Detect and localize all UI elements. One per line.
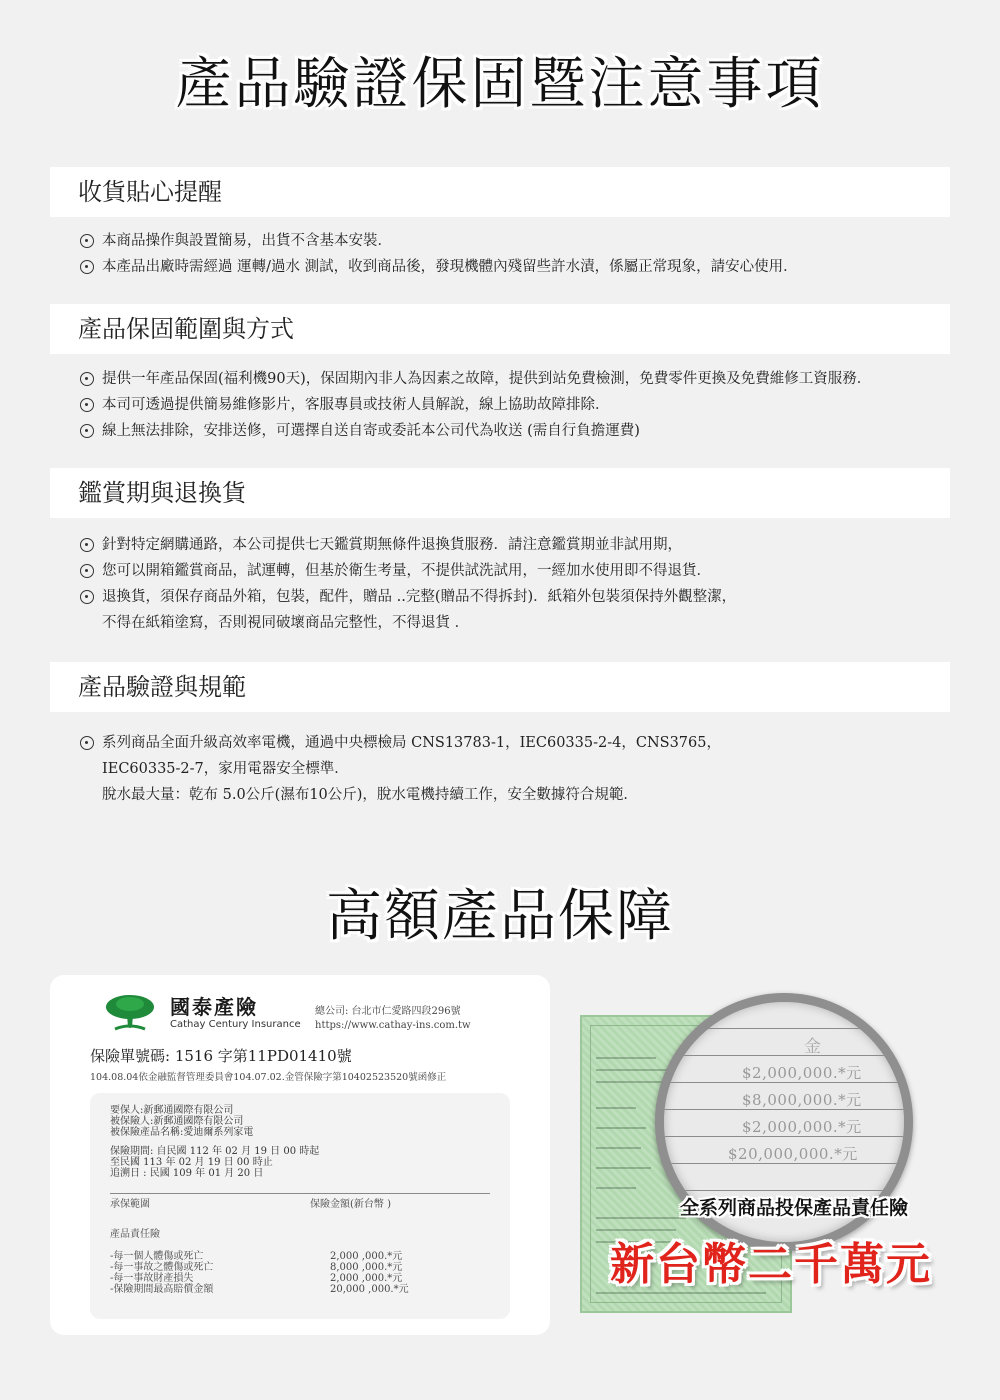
table-row: -保險期間最高賠償金額 bbox=[110, 1284, 214, 1295]
certificate-text-line bbox=[596, 1081, 666, 1083]
liability-banner-amount: 新台幣二千萬元 bbox=[610, 1239, 932, 1290]
section-heading-warranty: 產品保固範圍與方式 bbox=[50, 304, 950, 354]
section-list-certification bbox=[80, 730, 960, 808]
circle-bullet-icon bbox=[80, 398, 94, 412]
certificate-text-line bbox=[596, 1187, 636, 1189]
policy-number: 保險單號碼: 1516 字第11PD01410號 bbox=[90, 1047, 352, 1065]
circle-bullet-icon bbox=[80, 234, 94, 248]
coverage-items bbox=[110, 1251, 213, 1295]
circle-bullet-icon bbox=[80, 564, 94, 578]
circle-bullet-icon bbox=[80, 590, 94, 604]
column-header-amount: 保險金額(新台幣 ) bbox=[310, 1199, 391, 1210]
list-item: 本司可透過提供簡易維修影片，客服專員或技術人員解說，線上協助故障排除． bbox=[80, 392, 960, 418]
policy-period: 保險期間: 自民國 112 年 02 月 19 日 00 時起 至民國 113 年 02 月 19 日 00 時止 追溯日 : 民國 109 年 01 月 20 日 bbox=[110, 1146, 320, 1179]
liability-banner-caption: 全系列商品投保產品責任險 bbox=[680, 1197, 909, 1219]
list-item: 系列商品全面升級高效率電機，通過中央標檢局 CNS13783-1，IEC60335-2-4，CNS3765， bbox=[80, 730, 960, 756]
table-row: -每一個人體傷或死亡 bbox=[110, 1251, 204, 1262]
magnifier-amount: $20,000,000.*元 bbox=[728, 1145, 858, 1163]
section-heading-certification: 產品驗證與規範 bbox=[50, 662, 950, 712]
magnifier-label: 金 bbox=[804, 1037, 821, 1057]
coverage-type: 產品責任險 bbox=[110, 1229, 160, 1240]
circle-bullet-icon bbox=[80, 538, 94, 552]
insurance-policy-card bbox=[50, 975, 550, 1335]
list-item: 本產品出廠時需經過 運轉/過水 測試，收到商品後，發現機體內殘留些許水漬，係屬正常現象，請安心使用． bbox=[80, 254, 960, 280]
table-cell-amount: 8,000 ,000.*元 bbox=[330, 1262, 403, 1273]
list-item: 針對特定網購通路，本公司提供七天鑑賞期無條件退換貨服務．請注意鑑賞期並非試用期， bbox=[80, 532, 960, 558]
certificate-text-line bbox=[596, 1127, 646, 1129]
table-cell-amount: 2,000 ,000.*元 bbox=[330, 1251, 403, 1262]
certificate-text-line bbox=[596, 1217, 686, 1219]
table-cell-amount: 20,000 ,000.*元 bbox=[330, 1284, 409, 1295]
policy-note: 104.08.04依金融監督管理委員會104.07.02.金管保險字第10402523520號函修正 bbox=[90, 1072, 447, 1083]
column-header-scope: 承保範圍 bbox=[110, 1199, 150, 1210]
magnifier-grid-line bbox=[664, 1002, 913, 1029]
section-list-returns bbox=[80, 532, 960, 636]
table-cell-amount: 2,000 ,000.*元 bbox=[330, 1273, 403, 1284]
list-item: 您可以開箱鑑賞商品，試運轉，但基於衛生考量，不提供試洗試用，一經加水使用即不得退貨． bbox=[80, 558, 960, 584]
list-item-continuation: 脫水最大量：乾布 5.0公斤(濕布10公斤)，脫水電機持續工作，安全數據符合規範． bbox=[102, 787, 638, 803]
policy-details bbox=[90, 1093, 510, 1319]
certificate-text-line bbox=[596, 1147, 641, 1149]
section-list-warranty bbox=[80, 366, 960, 444]
policy-parties: 要保人:新郵通國際有限公司 被保險人:新郵通國際有限公司 被保險產品名稱:愛迪爾系列家電 bbox=[110, 1105, 254, 1138]
list-item: 退換貨，須保存商品外箱，包裝，配件，贈品 ..完整(贈品不得拆封)．紙箱外包裝須保持外觀整潔， bbox=[80, 584, 960, 610]
divider bbox=[110, 1193, 490, 1194]
list-item: 提供一年產品保固(福利機90天)，保固期內非人為因素之故障，提供到站免費檢測，免費零件更換及免費維修工資服務． bbox=[80, 366, 960, 392]
section-heading-returns: 鑑賞期與退換貨 bbox=[50, 468, 950, 518]
table-row: -每一事故財產損失 bbox=[110, 1273, 194, 1284]
circle-bullet-icon bbox=[80, 372, 94, 386]
list-item-continuation: IEC60335-2-7，家用電器安全標準． bbox=[102, 761, 349, 777]
coverage-amounts bbox=[330, 1251, 409, 1295]
circle-bullet-icon bbox=[80, 424, 94, 438]
certificate-text-line bbox=[596, 1167, 651, 1169]
company-address: 總公司: 台北市仁愛路四段296號 https://www.cathay-ins.com.tw bbox=[315, 1006, 471, 1031]
magnifier-amount: $8,000,000.*元 bbox=[742, 1091, 862, 1109]
company-name: 國泰產險 bbox=[170, 995, 258, 1019]
certificate-text-line bbox=[596, 1107, 636, 1109]
section-list-delivery bbox=[80, 228, 960, 280]
circle-bullet-icon bbox=[80, 736, 94, 750]
circle-bullet-icon bbox=[80, 260, 94, 274]
company-url: https://www.cathay-ins.com.tw bbox=[315, 1020, 471, 1031]
magnifier-amount: $2,000,000.*元 bbox=[742, 1064, 862, 1082]
guarantee-title: 高額產品保障 bbox=[326, 884, 674, 949]
table-row: -每一事故之體傷或死亡 bbox=[110, 1262, 214, 1273]
magnifier-grid-line bbox=[664, 1164, 913, 1191]
list-item-continuation: 不得在紙箱塗寫，否則視同破壞商品完整性，不得退貨 ． bbox=[102, 615, 470, 631]
company-name-en: Cathay Century Insurance bbox=[170, 1019, 301, 1030]
list-item: 線上無法排除，安排送修，可選擇自送自寄或委託本公司代為收送 (需自行負擔運費) bbox=[80, 418, 960, 444]
certificate-text-line bbox=[596, 1057, 656, 1059]
certificate-text-line bbox=[596, 1292, 766, 1294]
section-heading-delivery: 收貨貼心提醒 bbox=[50, 167, 950, 217]
magnifier-amount: $2,000,000.*元 bbox=[742, 1118, 862, 1136]
page-title: 產品驗證保固暨注意事項 bbox=[175, 52, 825, 117]
cathay-tree-logo-icon bbox=[105, 993, 155, 1033]
magnifier-grid-line bbox=[664, 1029, 913, 1056]
list-item: 本商品操作與設置簡易，出貨不含基本安裝． bbox=[80, 228, 960, 254]
